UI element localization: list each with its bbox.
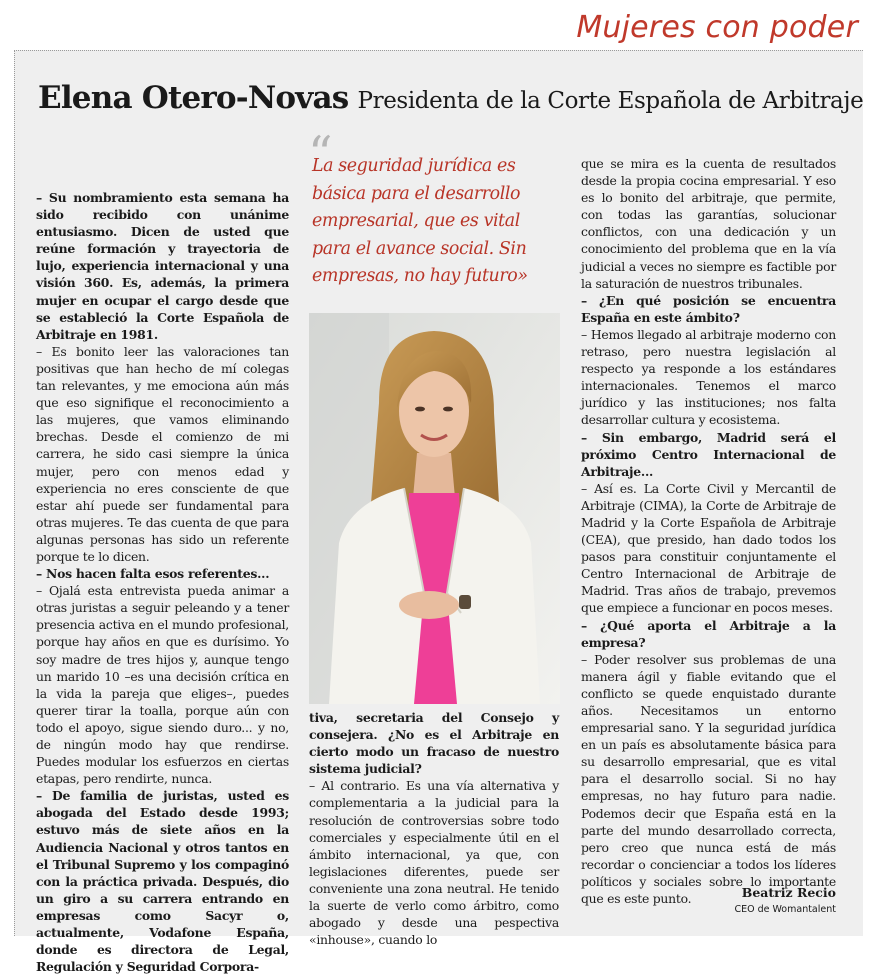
paragraph: que se mira es la cuenta de resultados desde la propia cocina empresarial. Y eso es lo bonito del arbitraje, que permite, con todas las garantías, solucionar conflictos, con una dedicación y un conocimiento del problema que en la vía judicial a veces no siempre es factible por la saturación de nuestros tribunales. <box>581 156 836 291</box>
signature <box>734 885 836 915</box>
author-name: Beatriz Recio <box>741 885 836 900</box>
headline-role: Presidenta de la Corte Española de Arbitraje <box>357 88 864 114</box>
paragraph: – Es bonito leer las valoraciones tan positivas que han hecho de mí colegas tan relevantes, y me emociona aún más que eso signifique el reconocimiento a las mujeres, que vamos eliminando brechas. Desde el comienzo de mi carrera, he sido casi siempre la única mujer, pero con menos edad y experiencia no eres consciente de que estar ahí puede ser fundamental para otras mujeres. Te das cuenta de que para algunas personas has sido un referente porque te lo dicen. <box>36 343 289 564</box>
headline-name: Elena Otero-Novas <box>38 80 349 116</box>
quote-mark-icon: “ <box>308 126 333 182</box>
paragraph: tiva, secretaria del Consejo y consejera. ¿No es el Arbitraje en cierto modo un fracaso de nuestro sistema judicial? <box>309 710 559 777</box>
paragraph: – Nos hacen falta esos referentes... <box>36 566 270 582</box>
right-column <box>581 155 836 907</box>
portrait-photo <box>309 313 560 704</box>
paragraph: – ¿En qué posición se encuentra España en este ámbito? <box>581 292 836 325</box>
left-column <box>36 189 289 975</box>
pull-quote: La seguridad jurídica es básica para el desarrollo empresarial, que es vital para el avance social. Sin empresas, no hay futuro» <box>312 156 528 286</box>
paragraph: – Sin embargo, Madrid será el próximo Centro Internacional de Arbitraje... <box>581 429 836 479</box>
middle-column <box>309 709 559 948</box>
paragraph: – De familia de juristas, usted es abogada del Estado desde 1993; estuvo más de siete años en la Audiencia Nacional y otros tantos en el Tribunal Supremo y los compaginó con la práctica privada. Después, dio un giro a su carrera entrando en empresas como Sacyr o, actualmente, Vodafone España, donde es directora de Legal, Regulación y Seguridad Corpora- <box>36 788 289 975</box>
paragraph: – Poder resolver sus problemas de una manera ágil y fiable evitando que el conflicto se quede enquistado durante años. Necesitamos un entorno empresarial sano. Y la seguridad jurídica en un país es absolutamente básica para su desarrollo empresarial, que es vital para el desarrollo social. Si no hay empresas, no hay futuro para nadie. Podemos decir que España está en la parte del mundo desarrollado correcta, pero creo que nunca está de más recordar o concienciar a todos los líderes políticos y sociales sobre lo importante que es este punto. <box>581 651 836 907</box>
paragraph: – Su nombramiento esta semana ha sido recibido con unánime entusiasmo. Dicen de usted que reúne formación y trayectoria de lujo, experiencia internacional y una visión 360. Es, además, la primera mujer en ocupar el cargo desde que se estableció la Corte Española de Arbitraje en 1981. <box>36 190 289 342</box>
paragraph: – Hemos llegado al arbitraje moderno con retraso, pero nuestra legislación al respecto ya responde a los estándares internacionales. Tenemos el marco jurídico y las instituciones; nos falta desarrollar cultura y ecosistema. <box>581 326 836 428</box>
headline <box>38 80 863 116</box>
paragraph: – Así es. La Corte Civil y Mercantil de Arbitraje (CIMA), la Corte de Arbitraje de Madrid y la Corte Española de Arbitraje (CEA), que presido, han dado todos los pasos para constituir conjuntamente el Centro Internacional de Arbitraje de Madrid. Tras años de trabajo, prevemos que empiece a funcionar en pocos meses. <box>581 480 836 616</box>
paragraph: – Ojalá esta entrevista pueda animar a otras juristas a seguir peleando y a tener presencia activa en el mundo profesional, porque hay años en que es durísimo. Yo soy madre de tres hijos y, aunque tengo un marido 10 –es una decisión crítica en la vida la pareja que eliges–, puedes querer tirar la toalla, porque aún con todo el apoyo, sigue siendo duro... y no, de ningún modo hay que rendirse. Puedes modular los esfuerzos en ciertas etapas, pero rendirte, nunca. <box>36 583 289 787</box>
author-role: CEO de Womantalent <box>734 904 836 915</box>
section-title: Mujeres con poder <box>576 10 858 45</box>
paragraph: – Al contrario. Es una vía alternativa y complementaria a la judicial para la resolución de controversias sobre todo comerciales y especialmente útil en el ámbito internacional, ya que, con legislaciones diferentes, puede ser conveniente una zona neutral. He tenido la suerte de verlo como árbitro, como abogado y desde una pespectiva «inhouse», cuando lo <box>309 778 559 948</box>
paragraph: – ¿Qué aporta el Arbitraje a la empresa? <box>581 617 836 650</box>
